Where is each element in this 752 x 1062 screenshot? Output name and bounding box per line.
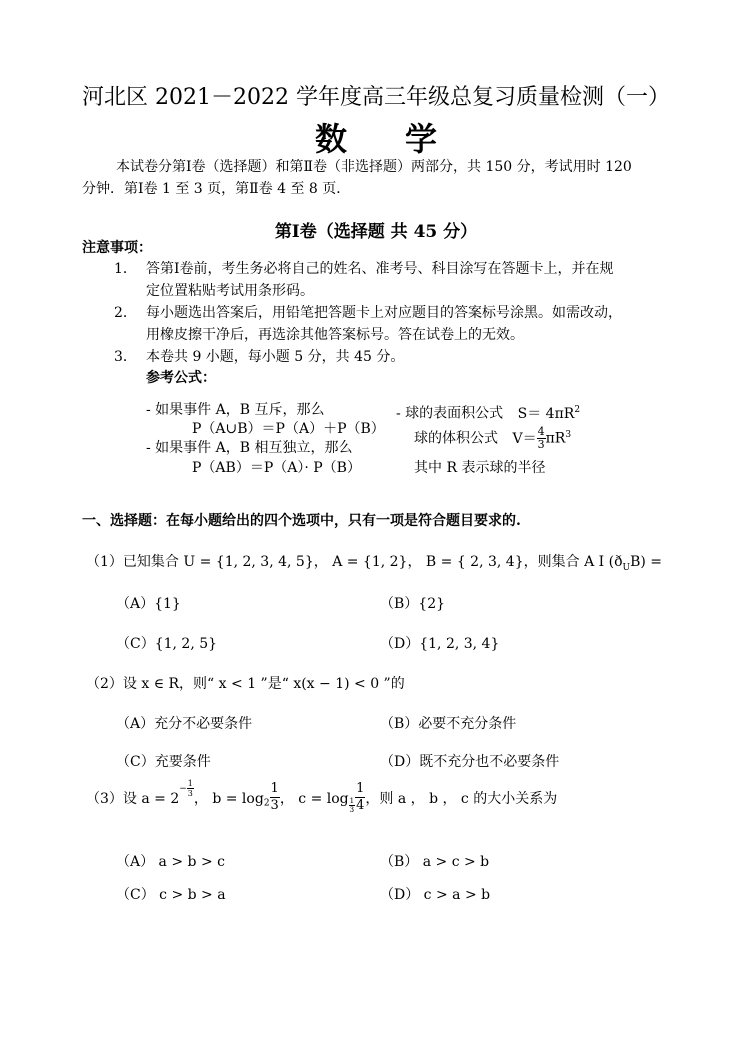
formula-right-1 — [396, 399, 580, 425]
exponent-3: 3 — [565, 430, 572, 440]
exam-title: 河北区 2021－2022 学年度高三年级总复习质量检测（一） — [82, 85, 670, 110]
question-2-option-d: （D）既不充分也不必要条件 — [380, 754, 560, 770]
volume-label: 球的体积公式 — [414, 430, 498, 447]
question-3-option-b: （B） a > c > b — [380, 854, 490, 870]
formula-right-2 — [414, 424, 571, 451]
volume-formula-start: V＝ — [512, 430, 537, 447]
question-2-option-b: （B）必要不充分条件 — [380, 716, 517, 732]
question-3-option-c: （C） c > b > a — [116, 887, 226, 903]
volume-formula-end: πR — [545, 430, 566, 447]
surface-area-formula: S＝ 4πR — [517, 405, 575, 422]
notes-label: 注意事项： — [82, 240, 152, 256]
question-3-stem: （3）设 a = 2− $\frac{1}{3}$ ， $b = \log_2$ $\frac{1}{3}$ ， c = log $\frac{1}{3}$ $\frac{1}{4}$ ，则 a ， b ， c 的大小关系为 — [86, 779, 558, 814]
fraction-one-quarter: $\frac{1}{4}$ — [356, 781, 365, 813]
note-text: 用橡皮擦干净后，再选涂其他答案标号。答在试卷上的无效。 — [146, 327, 524, 343]
note-text: 答第Ⅰ卷前，考生务必将自己的姓名、准考号、科目涂写在答题卡上，并在规 — [146, 261, 614, 277]
section-title: 第Ⅰ卷（选择题 共 45 分） — [274, 222, 478, 242]
question-1-stem: （1）已知集合 U = {1, 2, 3, 4, 5}， A = {1, 2}， B = { 2, 3, 4}，则集合 A I $(ð_UB)$ = — [86, 554, 663, 573]
note-text: 定位置粘贴考试用条形码。 — [146, 283, 314, 299]
formula-left-1: - 如果事件 A，B 互斥，那么 — [146, 402, 325, 418]
log-base-one-third: $\frac{1}{3}$ — [349, 796, 355, 814]
intro-line-1: 本试卷分第Ⅰ卷（选择题）和第Ⅱ卷（非选择题）两部分，共 150 分，考试用时 120 — [116, 159, 632, 175]
subject-title: 数学 — [314, 120, 495, 158]
question-1-option-d: （D）{1, 2, 3, 4} — [380, 636, 500, 652]
question-1-option-a: （A）{1} — [116, 596, 181, 612]
note-number: 2． — [114, 305, 137, 321]
part-heading: 一、选择题：在每小题给出的四个选项中，只有一项是符合题目要求的. — [82, 513, 521, 529]
note-text: 每小题选出答案后，用铅笔把答题卡上对应题目的答案标号涂黑。如需改动， — [146, 305, 622, 321]
formula-label: 参考公式： — [146, 370, 216, 386]
formula-right-3: 其中 R 表示球的半径 — [414, 460, 546, 476]
note-number: 3． — [114, 349, 137, 365]
question-2-option-c: （C）充要条件 — [116, 754, 211, 770]
question-2-option-a: （A）充分不必要条件 — [116, 716, 253, 732]
formula-left-3: - 如果事件 A，B 相互独立，那么 — [146, 440, 353, 456]
note-text: 本卷共 9 小题，每小题 5 分，共 45 分。 — [146, 349, 405, 365]
intro-line-2: 分钟．第Ⅰ卷 1 至 3 页，第Ⅱ卷 4 至 8 页． — [82, 181, 351, 197]
fraction-one-third: $\frac{1}{3}$ — [270, 781, 279, 813]
question-1-option-c: （C）{1, 2, 5} — [116, 636, 218, 652]
question-3-option-a: （A） a > b > c — [116, 854, 225, 870]
formula-left-2: P（A∪B）＝P（A）＋P（B） — [192, 421, 385, 437]
question-3-option-d: （D） c > a > b — [380, 887, 491, 903]
fraction-four-thirds: $\frac{4}{3}$ — [537, 425, 545, 452]
formula-left-4: P（AB）＝P（A）· P（B） — [192, 460, 361, 476]
question-1-option-b: （B）{2} — [380, 596, 446, 612]
question-2-stem: （2）设 x ∈ R，则“ x < 1 ”是“ x(x − 1) < 0 ”的 — [86, 676, 405, 692]
note-number: 1． — [114, 261, 137, 277]
surface-area-label: - 球的表面积公式 — [396, 405, 504, 422]
exponent-2: 2 — [574, 405, 581, 415]
exponent-minus-one-third: − $\frac{1}{3}$ — [179, 779, 193, 798]
